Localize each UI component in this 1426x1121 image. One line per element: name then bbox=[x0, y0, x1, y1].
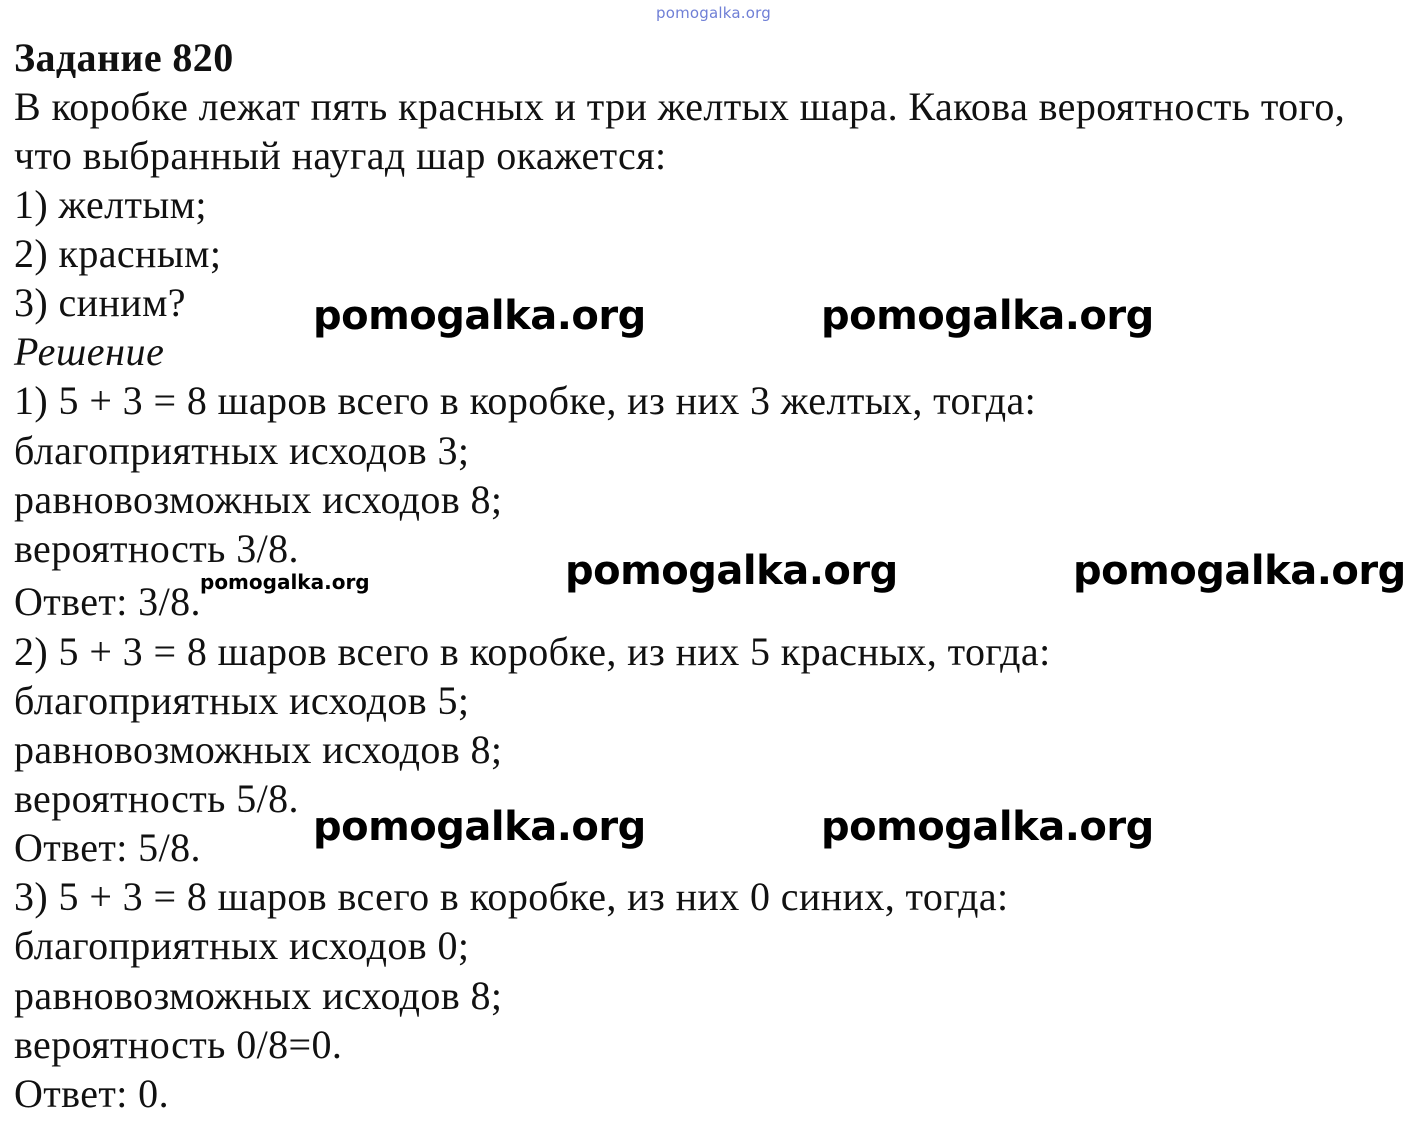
problem-line: В коробке лежат пять красных и три желтых шара. Какова вероятность того, bbox=[14, 84, 1346, 129]
solution-heading: Решение bbox=[14, 329, 165, 374]
problem-line: что выбранный наугад шар окажется: bbox=[14, 133, 667, 178]
answer-line: Ответ: 3/8. bbox=[14, 579, 201, 624]
problem-option: 2) красным; bbox=[14, 231, 222, 276]
solution-line: равновозможных исходов 8; bbox=[14, 477, 503, 522]
solution-line: 1) 5 + 3 = 8 шаров всего в коробке, из них 3 желтых, тогда: bbox=[14, 378, 1037, 423]
solution-line: равновозможных исходов 8; bbox=[14, 973, 503, 1018]
watermark-text: pomogalka.org bbox=[821, 804, 1154, 850]
problem-option: 1) желтым; bbox=[14, 182, 207, 227]
answer-line: Ответ: 5/8. bbox=[14, 825, 201, 870]
top-watermark: pomogalka.org bbox=[656, 4, 771, 22]
solution-line: 3) 5 + 3 = 8 шаров всего в коробке, из них 0 синих, тогда: bbox=[14, 874, 1009, 919]
solution-line: равновозможных исходов 8; bbox=[14, 727, 503, 772]
watermark-text: pomogalka.org bbox=[313, 293, 646, 339]
answer-line: Ответ: 0. bbox=[14, 1071, 169, 1116]
small-watermark: pomogalka.org bbox=[200, 570, 370, 594]
watermark-text: pomogalka.org bbox=[821, 293, 1154, 339]
problem-option: 3) синим? bbox=[14, 280, 186, 325]
task-title: Задание 820 bbox=[14, 35, 234, 80]
solution-line: благоприятных исходов 5; bbox=[14, 678, 470, 723]
watermark-text: pomogalka.org bbox=[565, 548, 898, 594]
solution-line: благоприятных исходов 3; bbox=[14, 428, 470, 473]
solution-line: 2) 5 + 3 = 8 шаров всего в коробке, из них 5 красных, тогда: bbox=[14, 629, 1051, 674]
solution-line: вероятность 3/8. bbox=[14, 526, 299, 571]
watermark-text: pomogalka.org bbox=[1073, 548, 1406, 594]
watermark-text: pomogalka.org bbox=[313, 804, 646, 850]
solution-line: вероятность 5/8. bbox=[14, 776, 299, 821]
solution-line: благоприятных исходов 0; bbox=[14, 923, 470, 968]
solution-line: вероятность 0/8=0. bbox=[14, 1022, 343, 1067]
